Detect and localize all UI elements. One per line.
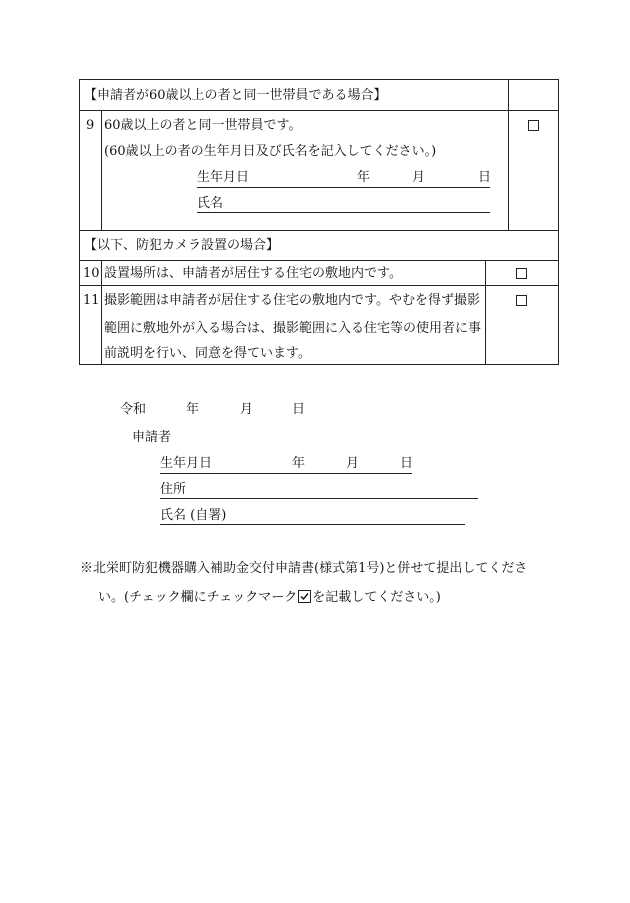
- submission-note-line-2: [98, 588, 441, 606]
- item-11-text-line-3: 前説明を行い、同意を得ています。: [104, 346, 311, 361]
- section-b-header: 【以下、防犯カメラ設置の場合】: [84, 238, 280, 253]
- checkmark-box-icon: [298, 590, 311, 603]
- applicant-birthdate-label: 生年月日: [160, 456, 213, 471]
- date-era-label: 令和: [120, 402, 147, 417]
- applicant-signature-field[interactable]: [160, 524, 465, 525]
- applicant-birth-day-label: 日: [400, 456, 414, 471]
- applicant-label: 申請者: [132, 430, 172, 445]
- date-year-label: 年: [186, 402, 200, 417]
- submission-note-line-1: ※北栄町防犯機器購入補助金交付申請書(様式第1号)と併せて提出してくださ: [80, 561, 528, 576]
- elder-name-field[interactable]: [197, 212, 490, 213]
- section-b-number-column-divider: [101, 260, 102, 365]
- applicant-name-label: 氏名 (自署): [160, 508, 227, 523]
- item-10-checkbox[interactable]: [516, 268, 527, 279]
- applicant-birth-month-label: 月: [346, 456, 360, 471]
- date-day-label: 日: [292, 402, 306, 417]
- elder-birth-year-label: 年: [357, 170, 371, 185]
- item-10-number: 10: [83, 266, 100, 281]
- item-10-11-divider: [79, 285, 559, 286]
- elder-birth-day-label: 日: [478, 170, 492, 185]
- applicant-birth-year-label: 年: [292, 456, 306, 471]
- item-9-instruction: (60歳以上の者の生年月日及び氏名を記入してください。): [104, 144, 437, 159]
- item-9-text: 60歳以上の者と同一世帯員です。: [104, 118, 302, 133]
- applicant-address-field[interactable]: [160, 498, 478, 499]
- item-11-text-line-1: 撮影範囲は申請者が居住する住宅の敷地内です。やむを得ず撮影: [104, 293, 480, 308]
- applicant-birthdate-field[interactable]: [160, 473, 412, 474]
- section-b-checkbox-column-divider: [485, 260, 486, 365]
- item-11-number: 11: [83, 293, 100, 308]
- section-a-checkbox-column-divider: [508, 79, 509, 231]
- item-10-text: 設置場所は、申請者が居住する住宅の敷地内です。: [104, 266, 402, 281]
- elder-name-label: 氏名: [197, 196, 224, 211]
- section-a-header: 【申請者が60歳以上の者と同一世帯員である場合】: [84, 88, 387, 103]
- applicant-address-label: 住所: [160, 482, 187, 497]
- elder-birthdate-field[interactable]: [197, 187, 490, 188]
- submission-note-line-2-start: い。(チェック欄にチェックマーク: [98, 590, 298, 605]
- date-month-label: 月: [240, 402, 254, 417]
- item-9-checkbox[interactable]: [528, 120, 539, 131]
- section-b-header-divider: [79, 260, 559, 261]
- item-11-checkbox[interactable]: [516, 295, 527, 306]
- elder-birthdate-label: 生年月日: [197, 170, 250, 185]
- section-a-number-column-divider: [101, 110, 102, 231]
- item-9-number: 9: [86, 118, 95, 133]
- section-a-header-divider: [79, 110, 559, 111]
- item-11-text-line-2: 範囲に敷地外が入る場合は、撮影範囲に入る住宅等の使用者に事: [104, 321, 482, 336]
- elder-birth-month-label: 月: [412, 170, 426, 185]
- submission-note-line-2-end: を記載してください。): [312, 590, 441, 605]
